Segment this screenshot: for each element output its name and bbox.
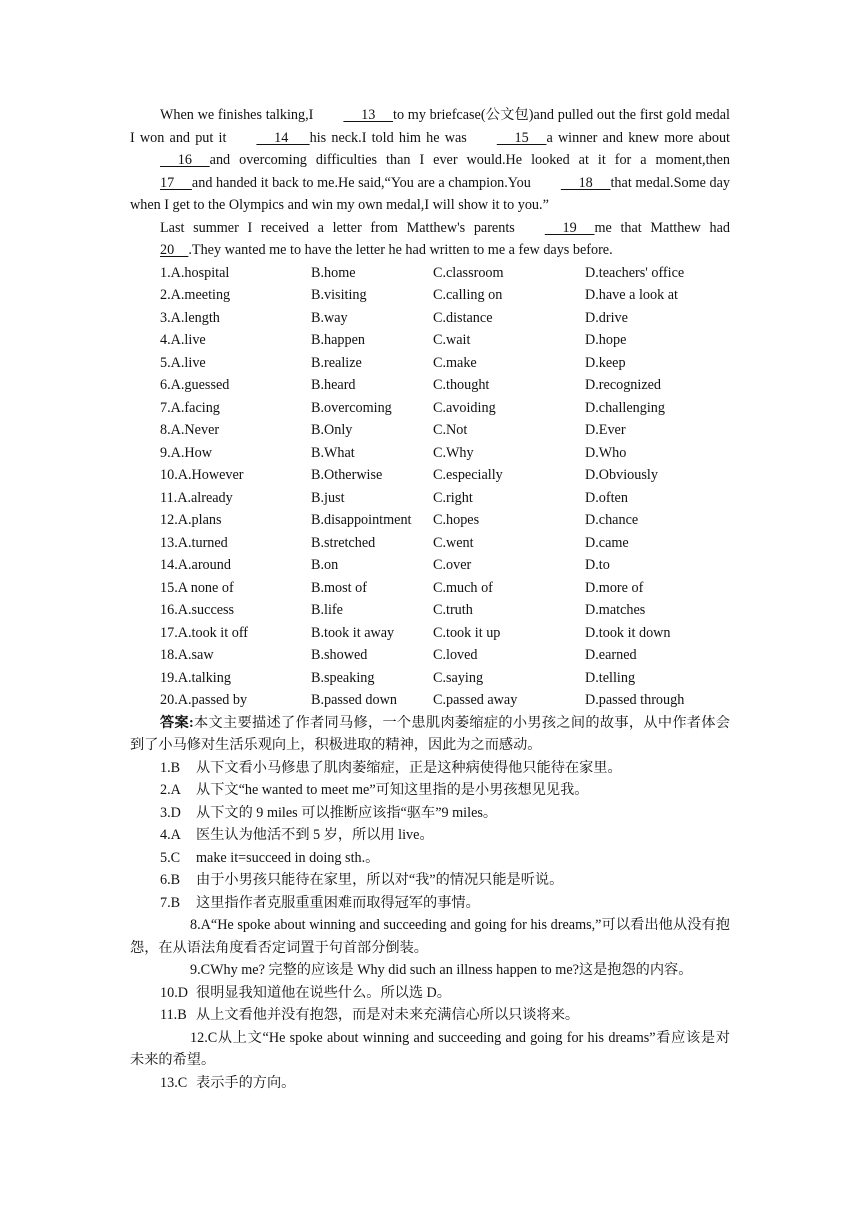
option-c: C.classroom xyxy=(433,264,504,281)
answer-number: 1.B xyxy=(160,759,181,776)
option-c: C.make xyxy=(433,354,477,371)
blank-17: 17 xyxy=(160,174,192,191)
answer-explanation: 从下文的 9 miles 可以推断应该指“驱车”9 miles。 xyxy=(196,804,498,821)
answer-item xyxy=(130,892,730,915)
option-c: C.especially xyxy=(433,467,503,483)
option-row xyxy=(130,599,730,622)
option-a: 1.A.hospital xyxy=(160,264,230,281)
answer-number: 10.D xyxy=(160,984,188,1001)
option-a: 9.A.How xyxy=(160,444,213,461)
passage-text: his neck.I told him he was xyxy=(309,129,467,146)
option-b: B.took it away xyxy=(311,624,395,641)
option-d: D.teachers' office xyxy=(585,264,685,281)
option-c: C.over xyxy=(433,557,472,573)
option-row xyxy=(130,419,730,442)
answer-explanation: 很明显我知道他在说些什么。所以选 D。 xyxy=(196,984,451,1001)
answer-number: 5.C xyxy=(160,849,181,866)
answer-item xyxy=(130,824,730,847)
answer-explanation: 由于小男孩只能待在家里，所以对“我”的情况只能是听说。 xyxy=(196,872,564,888)
option-c: C.hopes xyxy=(433,512,480,528)
option-a: 18.A.saw xyxy=(160,647,214,663)
option-row xyxy=(130,554,730,577)
answer-section xyxy=(130,712,730,1095)
answer-number: 2.A xyxy=(160,782,181,798)
option-d: D.Obviously xyxy=(585,467,658,483)
option-d: D.drive xyxy=(585,309,628,326)
option-b: B.way xyxy=(311,309,348,326)
answer-label: 答案: xyxy=(160,714,194,731)
option-d: D.keep xyxy=(585,354,626,371)
option-row xyxy=(130,509,730,532)
option-row xyxy=(130,464,730,487)
option-a: 2.A.meeting xyxy=(160,287,231,303)
option-d: D.came xyxy=(585,534,629,551)
option-a: 13.A.turned xyxy=(160,534,228,551)
passage-text: .They wanted me to have the letter he had written to me a few days before. xyxy=(188,242,613,258)
option-a: 10.A.However xyxy=(160,467,244,483)
option-a: 17.A.took it off xyxy=(160,624,249,641)
answer-item xyxy=(130,982,730,1005)
option-d: D.earned xyxy=(585,647,637,663)
option-a: 14.A.around xyxy=(160,557,231,573)
option-b: B.visiting xyxy=(311,287,367,303)
option-a: 8.A.Never xyxy=(160,422,220,438)
option-d: D.passed through xyxy=(585,692,685,708)
option-a: 12.A.plans xyxy=(160,512,222,528)
answer-number: 11.B xyxy=(160,1007,187,1023)
option-row xyxy=(130,329,730,352)
answer-number: 9.C xyxy=(190,962,211,978)
answer-item xyxy=(130,847,730,870)
answer-explanation: “He spoke about winning and succeeding and going for his dreams,”可以看出他从没有抱怨，在从语法角度看否定词置于句首部分倒装。 xyxy=(130,917,730,956)
option-c: C.wait xyxy=(433,332,471,348)
option-row xyxy=(130,262,730,285)
answer-number: 7.B xyxy=(160,894,181,911)
option-c: C.avoiding xyxy=(433,399,496,416)
answer-item xyxy=(130,779,730,802)
option-a: 7.A.facing xyxy=(160,399,220,416)
blank-19: 19 xyxy=(544,219,595,236)
option-b: B.realize xyxy=(311,354,362,371)
answer-summary xyxy=(130,712,730,757)
option-b: B.Only xyxy=(311,422,353,438)
option-c: C.Not xyxy=(433,422,468,438)
option-c: C.right xyxy=(433,489,473,506)
answer-item xyxy=(130,869,730,892)
option-b: B.overcoming xyxy=(311,399,392,416)
answer-item xyxy=(130,757,730,780)
option-c: C.saying xyxy=(433,669,484,686)
option-d: D.to xyxy=(585,557,610,573)
answer-number: 12.C xyxy=(190,1029,218,1046)
answer-explanation: 表示手的方向。 xyxy=(196,1074,296,1091)
option-c: C.passed away xyxy=(433,692,518,708)
passage-text: a winner and knew more about xyxy=(546,129,730,146)
answer-explanation: make it=succeed in doing sth.。 xyxy=(196,849,380,866)
option-b: B.What xyxy=(311,444,355,461)
passage-paragraph-2 xyxy=(130,217,730,262)
option-b: B.disappointment xyxy=(311,512,412,528)
passage-text: and overcoming difficulties than I ever would.He looked at it for a moment,then xyxy=(209,152,730,168)
answer-item xyxy=(130,1072,730,1095)
option-b: B.stretched xyxy=(311,534,376,551)
passage-text: to my briefcase(公文包)and pulled out the first gold medal I won and put it xyxy=(130,107,730,146)
option-c: C.loved xyxy=(433,647,478,663)
option-c: C.went xyxy=(433,534,474,551)
answer-explanation: 从上文“He spoke about winning and succeeding and going for his dreams”看应该是对未来的希望。 xyxy=(130,1029,730,1068)
option-c: C.calling on xyxy=(433,287,503,303)
blank-18: 18 xyxy=(560,174,611,191)
passage-text: that medal.Some day when I get to the Olympics and win my own medal,I will show it to you.” xyxy=(130,174,730,213)
answer-number: 6.B xyxy=(160,872,181,888)
answer-number: 8.A xyxy=(190,917,211,933)
option-d: D.matches xyxy=(585,602,646,618)
option-row xyxy=(130,397,730,420)
option-d: D.often xyxy=(585,489,628,506)
answer-explanation: 从下文看小马修患了肌肉萎缩症，正是这种病使得他只能待在家里。 xyxy=(196,759,622,776)
option-d: D.Who xyxy=(585,444,627,461)
blank-16: 16 xyxy=(160,152,210,168)
option-row xyxy=(130,307,730,330)
passage-paragraph-1 xyxy=(130,104,730,217)
answer-number: 4.A xyxy=(160,827,181,843)
option-c: C.distance xyxy=(433,309,493,326)
answer-item xyxy=(130,1027,730,1072)
passage-text: and handed it back to me.He said,“You are a champion.You xyxy=(191,174,531,191)
option-c: C.took it up xyxy=(433,624,501,641)
option-b: B.life xyxy=(311,602,343,618)
passage-text: me that Matthew had xyxy=(594,219,730,236)
option-d: D.took it down xyxy=(585,624,671,641)
option-row xyxy=(130,689,730,712)
option-row xyxy=(130,487,730,510)
passage-text: When we finishes talking,I xyxy=(160,107,314,123)
option-a: 6.A.guessed xyxy=(160,377,230,393)
option-row xyxy=(130,284,730,307)
option-d: D.chance xyxy=(585,512,639,528)
option-b: B.passed down xyxy=(311,692,397,708)
option-b: B.happen xyxy=(311,332,365,348)
option-row xyxy=(130,352,730,375)
passage-text: Last summer I received a letter from Matthew's parents xyxy=(160,219,515,236)
option-b: B.just xyxy=(311,489,345,506)
answer-explanation: Why me? 完整的应该是 Why did such an illness happen to me?这是抱怨的内容。 xyxy=(210,962,693,978)
option-row xyxy=(130,644,730,667)
blank-15: 15 xyxy=(496,129,547,146)
option-d: D.have a look at xyxy=(585,287,678,303)
option-b: B.home xyxy=(311,264,356,281)
option-b: B.speaking xyxy=(311,669,375,686)
option-d: D.recognized xyxy=(585,377,662,393)
answer-items xyxy=(130,757,730,1095)
option-a: 3.A.length xyxy=(160,309,220,326)
document-page xyxy=(130,104,730,1094)
option-a: 5.A.live xyxy=(160,354,206,371)
answer-explanation: 从下文“he wanted to meet me”可知这里指的是小男孩想见见我。 xyxy=(196,782,589,798)
option-d: D.more of xyxy=(585,579,644,596)
option-a: 11.A.already xyxy=(160,489,233,506)
blank-20: 20 xyxy=(160,242,189,258)
option-row xyxy=(130,532,730,555)
option-c: C.much of xyxy=(433,579,493,596)
option-d: D.telling xyxy=(585,669,636,686)
option-b: B.showed xyxy=(311,647,368,663)
answer-item xyxy=(130,1004,730,1027)
option-d: D.challenging xyxy=(585,399,665,416)
option-a: 4.A.live xyxy=(160,332,206,348)
option-b: B.heard xyxy=(311,377,356,393)
answer-explanation: 医生认为他活不到 5 岁，所以用 live。 xyxy=(196,827,434,843)
option-b: B.most of xyxy=(311,579,367,596)
answer-item xyxy=(130,802,730,825)
option-a: 20.A.passed by xyxy=(160,692,248,708)
answer-summary-text: 本文主要描述了作者同马修，一个患肌肉萎缩症的小男孩之间的故事，从中作者体会到了小马修对生活乐观向上，积极进取的精神，因此为之而感动。 xyxy=(130,714,730,753)
option-a: 16.A.success xyxy=(160,602,235,618)
answer-item xyxy=(130,914,730,959)
option-b: B.on xyxy=(311,557,339,573)
option-row xyxy=(130,622,730,645)
option-d: D.Ever xyxy=(585,422,626,438)
options-list xyxy=(130,262,730,712)
blank-14: 14 xyxy=(256,129,310,146)
answer-item xyxy=(130,959,730,982)
blank-13: 13 xyxy=(343,107,394,123)
option-a: 15.A none of xyxy=(160,579,234,596)
option-b: B.Otherwise xyxy=(311,467,383,483)
option-row xyxy=(130,667,730,690)
option-c: C.thought xyxy=(433,377,490,393)
option-c: C.truth xyxy=(433,602,473,618)
option-row xyxy=(130,577,730,600)
answer-explanation: 这里指作者克服重重困难而取得冠军的事情。 xyxy=(196,894,480,911)
option-c: C.Why xyxy=(433,444,474,461)
option-a: 19.A.talking xyxy=(160,669,231,686)
option-row xyxy=(130,374,730,397)
option-d: D.hope xyxy=(585,332,627,348)
answer-number: 3.D xyxy=(160,804,181,821)
answer-number: 13.C xyxy=(160,1074,188,1091)
answer-explanation: 从上文看他并没有抱怨，而是对未来充满信心所以只谈将来。 xyxy=(196,1007,580,1023)
option-row xyxy=(130,442,730,465)
